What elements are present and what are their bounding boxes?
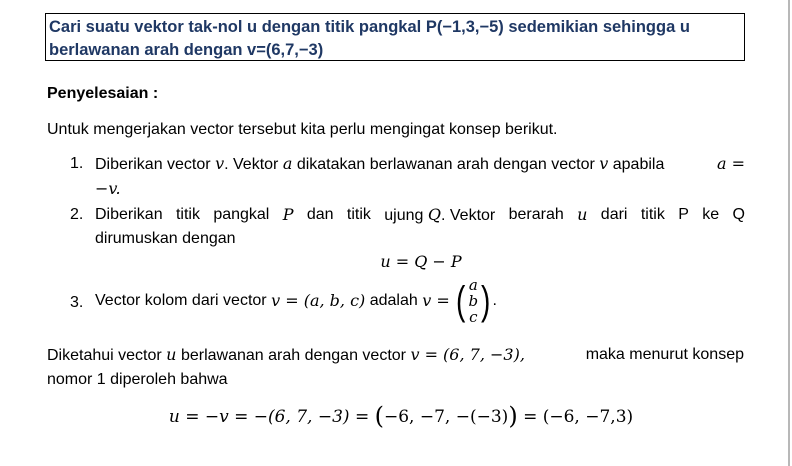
item-2-word: titik (346, 206, 371, 223)
item-1-text-c: dikatakan berlawanan arah dengan vector (296, 156, 595, 173)
item-1-text-b: . Vektor (224, 156, 279, 173)
item-3-end: . (492, 292, 497, 309)
item-2-number: 2. (70, 206, 84, 223)
column-vector (454, 277, 492, 325)
item-2-word: pangkal (213, 206, 270, 223)
item-1-var-v2: v (599, 154, 609, 173)
known-text-a: Diketahui vector (47, 347, 162, 364)
known-text-b: berlawanan arah dengan vector (180, 347, 406, 364)
known-text-c: maka menurut konsep (585, 346, 744, 363)
right-paren: ) (481, 279, 491, 323)
column-entry: a (468, 276, 478, 294)
item-2-word: titik (175, 206, 200, 223)
item-1-line-1 (95, 154, 745, 175)
item-1-text-a: Diberikan vector (95, 156, 211, 173)
item-2-word: dan (306, 206, 334, 223)
big-left-paren: ( (374, 402, 384, 430)
column-entry: c (469, 308, 478, 326)
column-entry: b (468, 292, 479, 310)
known-line-2: nomor 1 diperoleh bahwa (47, 371, 228, 388)
item-2-word: berarah (508, 206, 564, 223)
item-1-line-2: −v. (95, 179, 121, 198)
intro-text: Untuk mengerjakan vector tersebut kita perlu mengingat konsep berikut. (47, 121, 558, 138)
item-3-eq-2: v = (422, 291, 450, 310)
item-1-var-a: a (282, 154, 293, 173)
item-2-var-p: P (282, 205, 294, 224)
known-var-u: u (166, 345, 177, 364)
problem-statement-box (45, 13, 745, 61)
item-3-text-b: adalah (369, 292, 418, 309)
item-1-number: 1. (70, 155, 84, 172)
item-2-line-1 (95, 205, 745, 226)
item-2-word: titik (640, 206, 665, 223)
final-eq-part-2: = (−6, −7,3) (517, 407, 634, 427)
item-2-line-2: dirumuskan dengan (95, 230, 236, 247)
known-line-1 (47, 345, 744, 366)
final-eq-inner: −6, −7, −(−3) (384, 407, 509, 427)
item-3-number: 3. (70, 294, 84, 311)
item-2-word: ujung (384, 207, 424, 224)
item-3-text-a: Vector kolom dari vector (95, 292, 267, 309)
final-eq-part-1: u = −v = −(6, 7, −3) = (168, 407, 375, 427)
item-2-word: dari (600, 206, 628, 223)
item-3-eq-1: v = (a, b, c) (271, 291, 366, 310)
solution-heading: Penyelesaian : (47, 85, 159, 102)
item-2-word: Diberikan (95, 206, 163, 223)
known-eq: v = (6, 7, −3), (410, 345, 525, 364)
big-right-paren: ) (508, 402, 518, 430)
left-paren: ( (456, 279, 466, 323)
window-right-edge (788, 0, 790, 466)
item-1-text-d: apabila (612, 156, 665, 173)
item-1-eq: a = (716, 154, 745, 173)
item-2-word: P (678, 206, 689, 223)
item-2-formula: u = Q − P (380, 252, 462, 271)
item-2-word: ke (702, 206, 720, 223)
item-2-word: . Vektor (441, 207, 496, 224)
problem-line-1: Cari suatu vektor tak-nol u dengan titik pangkal P(−1,3,−5) sedemikian sehingga u (49, 18, 690, 36)
item-1-var-v: v (215, 154, 225, 173)
item-2-word: Q (732, 206, 745, 223)
problem-line-2: berlawanan arah dengan v=(6,7,−3) (49, 41, 324, 59)
item-3-line (95, 272, 497, 330)
final-equation (0, 403, 792, 430)
item-2-var-q: Q (427, 205, 441, 224)
item-2-var-u: u (577, 205, 588, 224)
